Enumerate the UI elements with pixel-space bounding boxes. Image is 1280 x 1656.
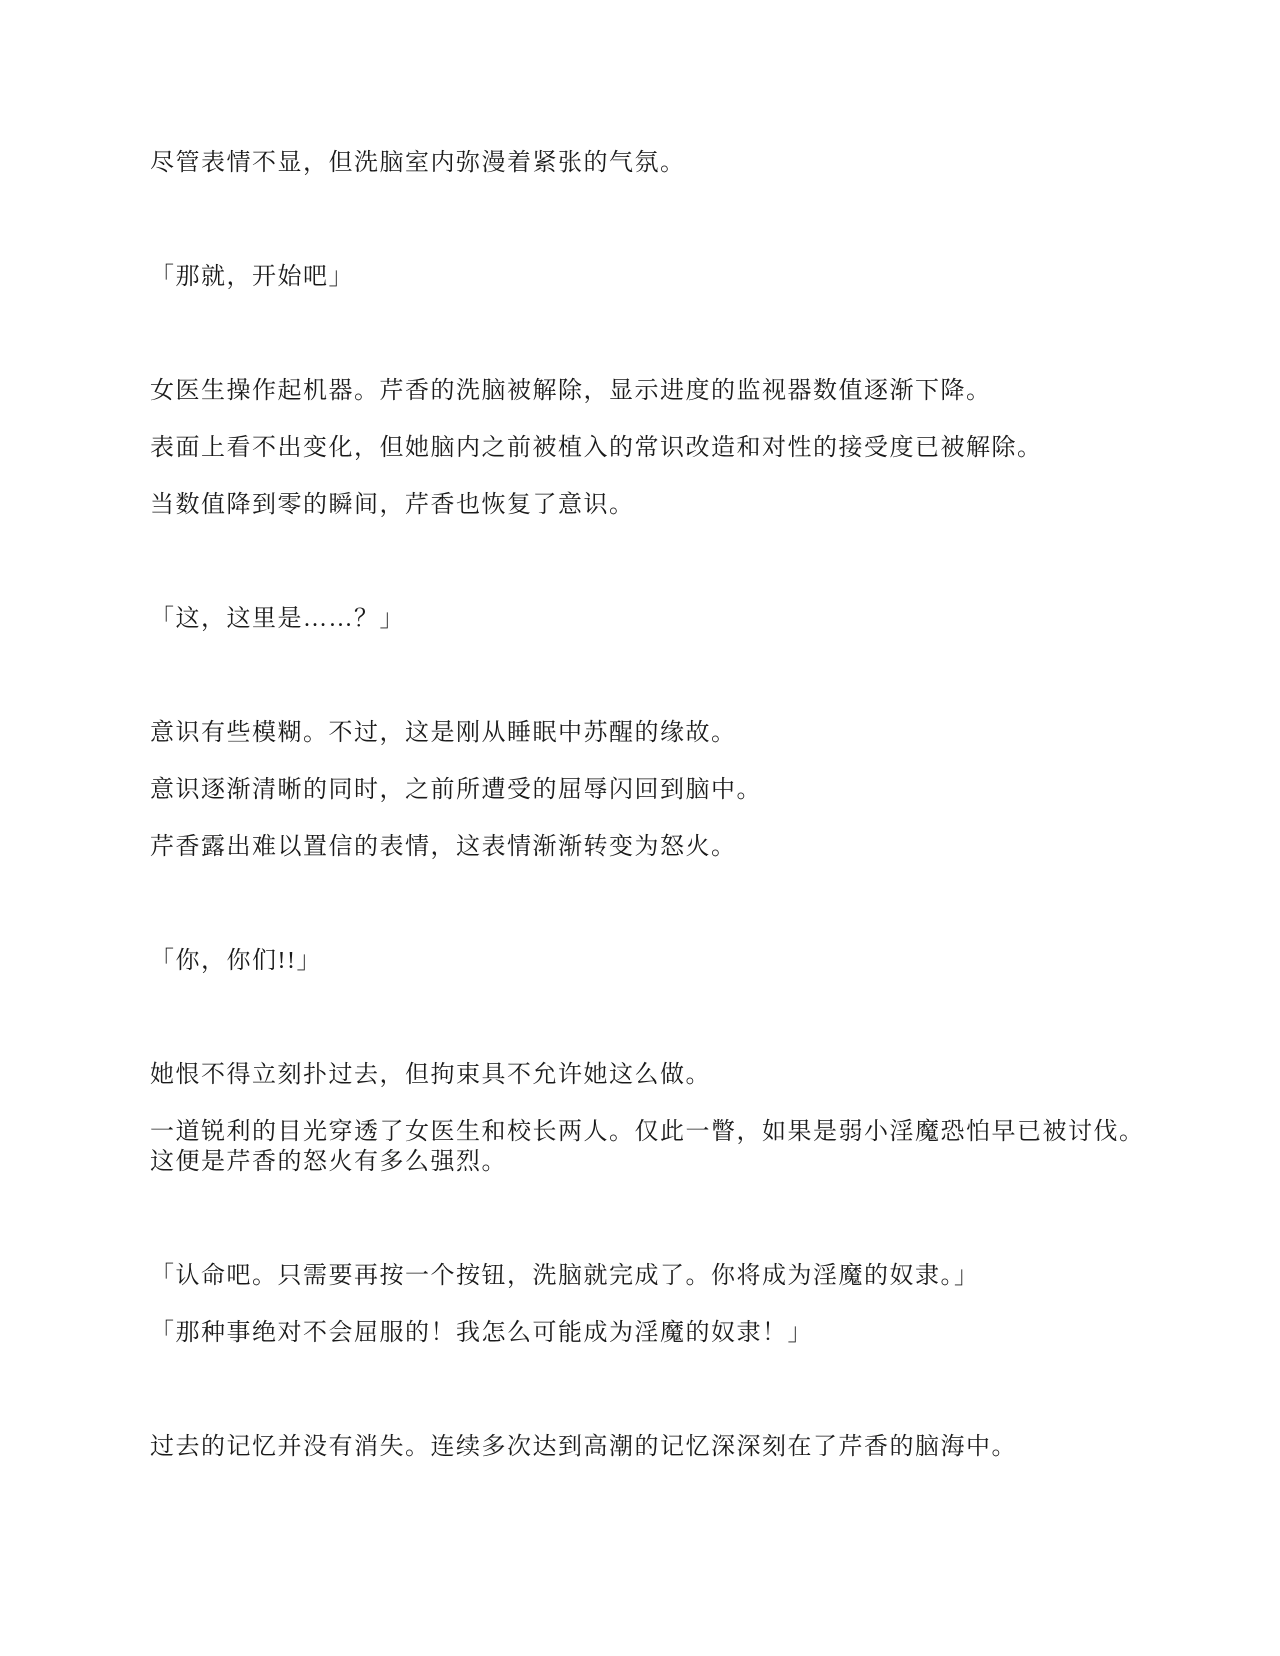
paragraph: 女医生操作起机器。芹香的洗脑被解除，显示进度的监视器数值逐渐下降。: [150, 378, 992, 404]
paragraph: 表面上看不出变化，但她脑内之前被植入的常识改造和对性的接受度已被解除。: [150, 435, 1043, 461]
paragraph-block: [150, 604, 1160, 718]
paragraph-block: [150, 262, 1160, 376]
paragraph-block: [150, 148, 1160, 262]
paragraph: 她恨不得立刻扑过去，但拘束具不允许她这么做。: [150, 1062, 711, 1088]
document-content: [150, 148, 1160, 1546]
dialogue-paragraph: 「那种事绝对不会屈服的！我怎么可能成为淫魔的奴隶！」: [150, 1320, 813, 1346]
paragraph-block: [150, 376, 1160, 604]
paragraph: 意识有些模糊。不过，这是刚从睡眠中苏醒的缘故。: [150, 720, 737, 746]
paragraph-block: [150, 946, 1160, 1060]
paragraph: 一道锐利的目光穿透了女医生和校长两人。仅此一瞥，如果是弱小淫魔恐怕早已被讨伐。这便是芹香的怒火有多么强烈。: [150, 1119, 1145, 1175]
paragraph: 芹香露出难以置信的表情，这表情渐渐转变为怒火。: [150, 834, 737, 860]
paragraph-block: [150, 1261, 1160, 1432]
paragraph-block: [150, 718, 1160, 946]
paragraph: 意识逐渐清晰的同时，之前所遭受的屈辱闪回到脑中。: [150, 777, 762, 803]
paragraph: 当数值降到零的瞬间，芹香也恢复了意识。: [150, 492, 635, 518]
paragraph: 尽管表情不显，但洗脑室内弥漫着紧张的气氛。: [150, 150, 686, 176]
paragraph-block: [150, 1432, 1160, 1546]
paragraph-block: [150, 1060, 1160, 1261]
dialogue-paragraph: 「这，这里是……？」: [150, 606, 405, 632]
dialogue-paragraph: 「那就，开始吧」: [150, 264, 354, 290]
dialogue-paragraph: 「认命吧。只需要再按一个按钮，洗脑就完成了。你将成为淫魔的奴隶。」: [150, 1263, 980, 1289]
paragraph: 过去的记忆并没有消失。连续多次达到高潮的记忆深深刻在了芹香的脑海中。: [150, 1434, 1017, 1460]
dialogue-paragraph: 「你，你们!!」: [150, 948, 322, 974]
